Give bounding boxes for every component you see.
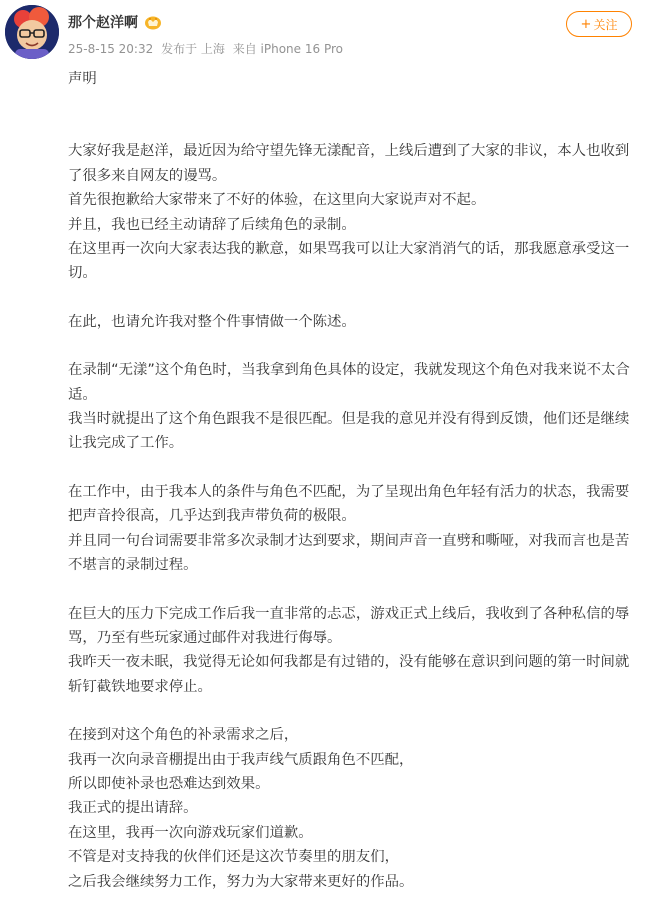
avatar[interactable] bbox=[5, 5, 59, 59]
paragraph: 在此，也请允许我对整个件事情做一个陈述。 bbox=[68, 313, 356, 330]
vip-crown-icon[interactable] bbox=[144, 14, 162, 30]
paragraph: 并且同一句台词需要非常多次录制才达到要求，期间声音一直劈和嘶哑，对我而言也是苦不堪言的录制过程。 bbox=[68, 532, 630, 574]
paragraph: 首先很抱歉给大家带来了不好的体验，在这里向大家说声对不起。 bbox=[68, 192, 486, 209]
follow-label: 关注 bbox=[593, 17, 618, 32]
paragraph: 之后我会继续努力工作，努力为大家带来更好的作品。 bbox=[68, 873, 414, 890]
plus-icon: + bbox=[580, 16, 592, 32]
paragraph-gap bbox=[68, 578, 640, 602]
paragraph: 在巨大的压力下完成工作后我一直非常的忐忑，游戏正式上线后，我收到了各种私信的辱骂，乃至有些玩家通过邮件对我进行侮辱。 bbox=[68, 605, 630, 646]
paragraph: 不管是对支持我的伙伴们还是这次节奏里的朋友们， bbox=[68, 849, 399, 866]
paragraph: 我正式的提出请辞。 bbox=[68, 800, 198, 817]
username[interactable]: 那个赵洋啊 bbox=[68, 15, 138, 31]
paragraph-gap bbox=[68, 286, 640, 310]
paragraph-gap bbox=[68, 699, 640, 723]
paragraph: 在录制“无漾”这个角色时，当我拿到角色具体的设定，我就发现这个角色对我来说不太合适。 bbox=[68, 362, 630, 403]
paragraph-gap bbox=[68, 456, 640, 480]
paragraph: 所以即使补录也恐难达到效果。 bbox=[68, 775, 270, 792]
paragraph: 我再一次向录音棚提出由于我声线气质跟角色不匹配， bbox=[68, 751, 414, 768]
paragraph: 我当时就提出了这个角色跟我不是很匹配。但是我的意见并没有得到反馈，他们还是继续让我完成了工作。 bbox=[68, 411, 630, 452]
avatar-icon bbox=[5, 5, 59, 59]
paragraph: 在这里再一次向大家表达我的歉意，如果骂我可以让大家消消气的话，那我愿意承受这一切。 bbox=[68, 241, 630, 282]
paragraph: 在接到对这个角色的补录需求之后， bbox=[68, 727, 299, 744]
paragraph-gap bbox=[68, 91, 640, 115]
follow-button[interactable] bbox=[566, 11, 632, 37]
post-meta bbox=[68, 40, 347, 57]
post-location: 发布于 上海 bbox=[161, 42, 225, 56]
paragraph-gap bbox=[68, 334, 640, 358]
paragraph: 在工作中，由于我本人的条件与角色不匹配，为了呈现出角色年轻有活力的状态，我需要把声音拎很高，几乎达到我声带负荷的极限。 bbox=[68, 483, 630, 525]
paragraph-gap bbox=[68, 115, 640, 139]
paragraph: 大家好我是赵洋，最近因为给守望先锋无漾配音，上线后遭到了大家的非议，本人也收到了很多来自网友的谩骂。 bbox=[68, 143, 630, 184]
post-content bbox=[68, 67, 640, 894]
paragraph: 在这里，我再一次向游戏玩家们道歉。 bbox=[68, 824, 313, 841]
author-row bbox=[68, 12, 162, 32]
post-device: 来自 iPhone 16 Pro bbox=[232, 42, 343, 56]
paragraph: 我昨天一夜未眠，我觉得无论如何我都是有过错的，没有能够在意识到问题的第一时间就斩钉截铁地要求停止。 bbox=[68, 654, 630, 695]
post-time[interactable]: 25-8-15 20:32 bbox=[68, 42, 154, 56]
paragraph: 并且，我也已经主动请辞了后续角色的录制。 bbox=[68, 216, 356, 233]
post-title: 声明 bbox=[68, 71, 97, 87]
